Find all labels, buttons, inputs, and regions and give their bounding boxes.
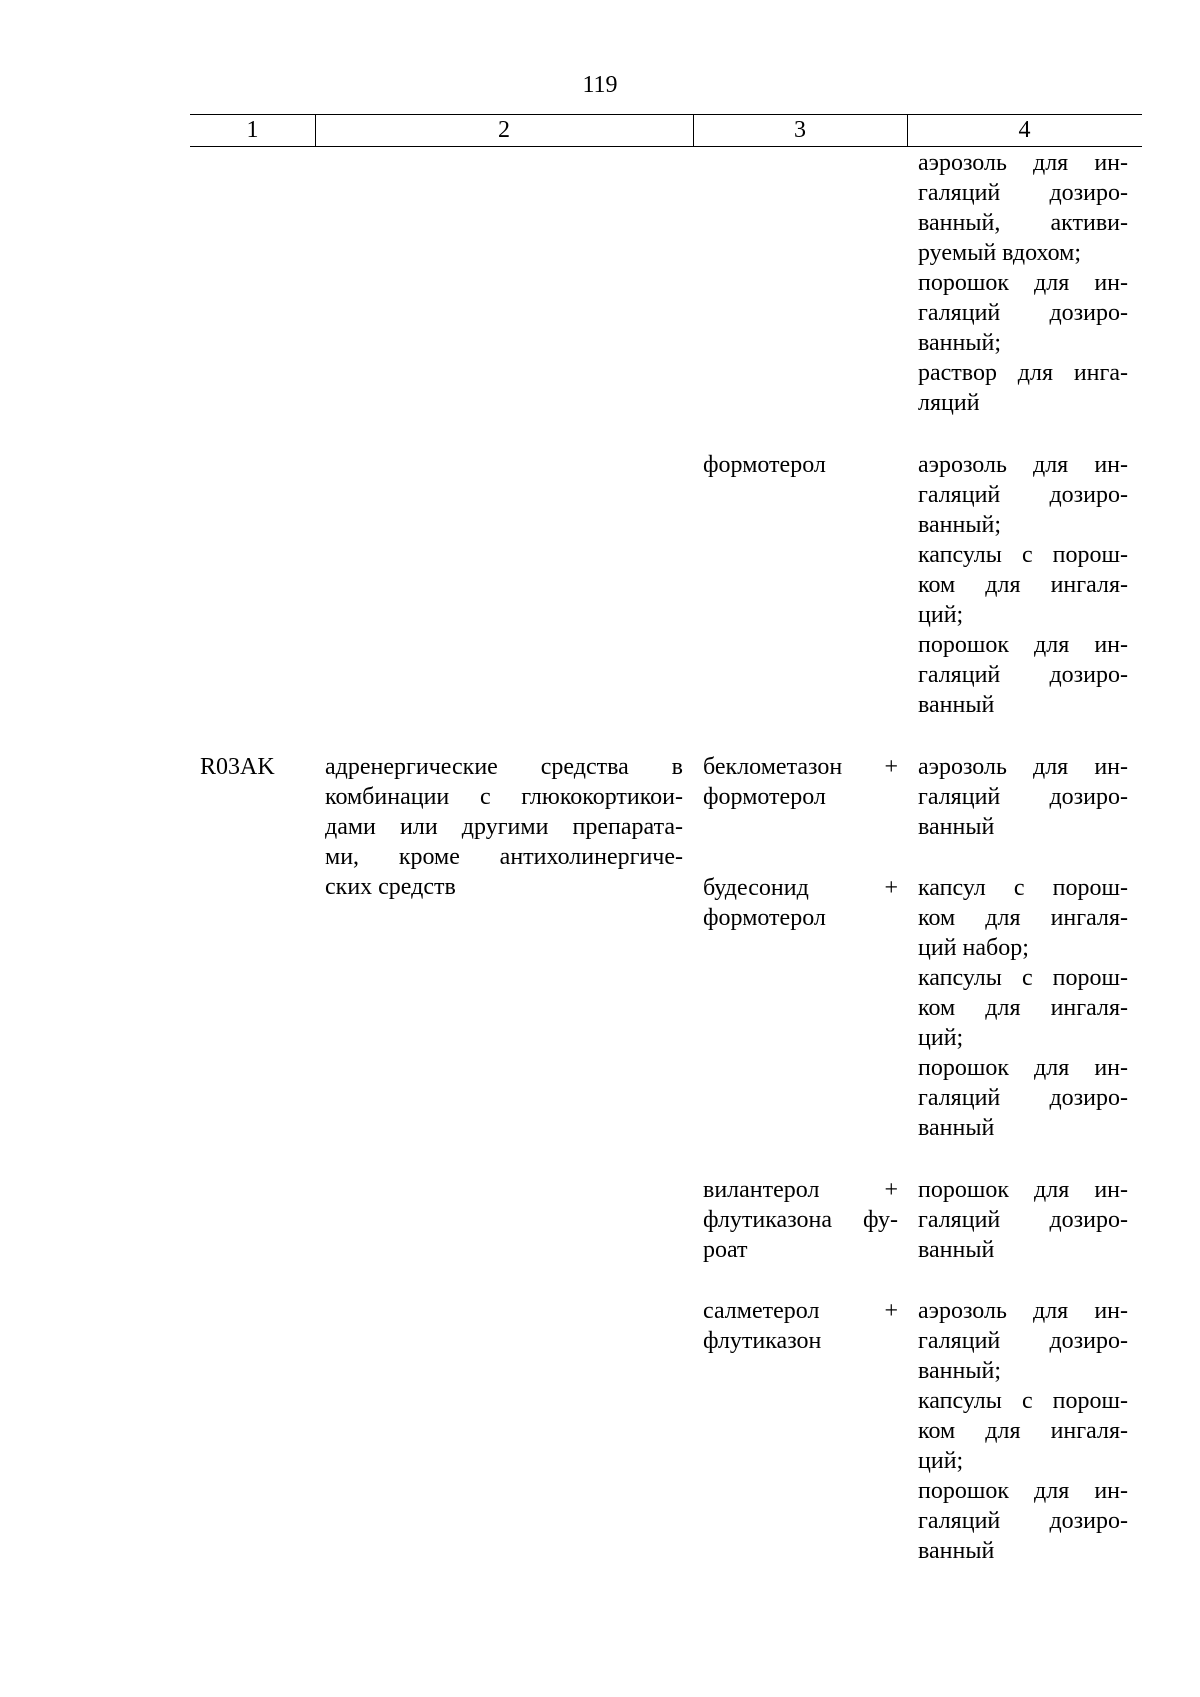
text-line: ляций xyxy=(918,390,980,416)
dosage-forms-cell xyxy=(918,1296,1128,1566)
text-line: капсулы с порош- xyxy=(918,965,1128,991)
text-line: галяций дозиро- xyxy=(918,784,1128,810)
text-line: порошок для ин- xyxy=(918,1055,1128,1081)
text-line: ванный, активи- xyxy=(918,210,1128,236)
text-line: ванный xyxy=(918,814,995,840)
text-line: ком для ингаля- xyxy=(918,1418,1128,1444)
text-line: ванный xyxy=(918,1115,995,1141)
text-line: галяций дозиро- xyxy=(918,1085,1128,1111)
header-col-1: 1 xyxy=(246,117,259,143)
text-line: беклометазон + xyxy=(703,754,898,780)
text-line: формотерол xyxy=(703,905,826,931)
dosage-forms-cell xyxy=(918,148,1128,418)
text-line: капсулы с порош- xyxy=(918,542,1128,568)
text-line: ком для ингаля- xyxy=(918,572,1128,598)
text-line: ций; xyxy=(918,602,964,628)
drug-name xyxy=(703,1175,898,1265)
text-line: ком для ингаля- xyxy=(918,905,1128,931)
text-line: ком для ингаля- xyxy=(918,995,1128,1021)
header-col-4: 4 xyxy=(1018,117,1031,143)
text-line: ванный xyxy=(918,1237,995,1263)
text-line: ванный; xyxy=(918,330,1001,356)
text-line: ванный; xyxy=(918,512,1001,538)
text-line: галяций дозиро- xyxy=(918,1207,1128,1233)
page-number: 119 xyxy=(582,72,618,98)
text-line: ми, кроме антихолинергиче- xyxy=(325,844,683,870)
text-line: формотерол xyxy=(703,784,826,810)
text-line: раствор для инга- xyxy=(918,360,1128,386)
group-name-cell xyxy=(325,752,683,902)
text-line: будесонид + xyxy=(703,875,898,901)
dosage-forms-cell xyxy=(918,873,1128,1143)
text-line: комбинации с глюкокортикои- xyxy=(325,784,683,810)
text-line: салметерол + xyxy=(703,1298,898,1324)
header-col-2: 2 xyxy=(498,117,510,143)
text-line: галяций дозиро- xyxy=(918,300,1128,326)
text-line: вилантерол + xyxy=(703,1177,898,1203)
text-line: порошок для ин- xyxy=(918,632,1128,658)
text-line: роат xyxy=(703,1237,748,1263)
text-line: порошок для ин- xyxy=(918,1478,1128,1504)
drug-name: формотерол xyxy=(703,452,826,478)
text-line: галяций дозиро- xyxy=(918,482,1128,508)
text-line: ций; xyxy=(918,1448,964,1474)
dosage-forms-cell xyxy=(918,1175,1128,1265)
dosage-forms-cell xyxy=(918,752,1128,842)
text-line: аэрозоль для ин- xyxy=(918,754,1128,780)
text-line: порошок для ин- xyxy=(918,1177,1128,1203)
text-line: руемый вдохом; xyxy=(918,240,1082,266)
dosage-forms-cell xyxy=(918,450,1128,720)
text-line: ских средств xyxy=(325,874,456,900)
drug-name xyxy=(703,752,898,812)
text-line: аэрозоль для ин- xyxy=(918,150,1128,176)
text-line: капсулы с порош- xyxy=(918,1388,1128,1414)
drug-name xyxy=(703,1296,898,1356)
atc-code: R03AK xyxy=(200,754,275,780)
table-header-bottom-border xyxy=(190,146,1142,147)
text-line: ций; xyxy=(918,1025,964,1051)
text-line: галяций дозиро- xyxy=(918,1508,1128,1534)
text-line: ванный xyxy=(918,1538,995,1564)
text-line: дами или другими препарата- xyxy=(325,814,683,840)
header-col-3: 3 xyxy=(794,117,806,143)
text-line: аэрозоль для ин- xyxy=(918,452,1128,478)
text-line: ций набор; xyxy=(918,935,1029,961)
drug-name xyxy=(703,873,898,933)
text-line: капсул с порош- xyxy=(918,875,1128,901)
text-line: ванный; xyxy=(918,1358,1001,1384)
text-line: адренергические средства в xyxy=(325,754,683,780)
text-line: галяций дозиро- xyxy=(918,662,1128,688)
text-line: галяций дозиро- xyxy=(918,1328,1128,1354)
text-line: флутиказона фу- xyxy=(703,1207,898,1233)
text-line: порошок для ин- xyxy=(918,270,1128,296)
text-line: галяций дозиро- xyxy=(918,180,1128,206)
text-line: флутиказон xyxy=(703,1328,822,1354)
text-line: аэрозоль для ин- xyxy=(918,1298,1128,1324)
text-line: ванный xyxy=(918,692,995,718)
